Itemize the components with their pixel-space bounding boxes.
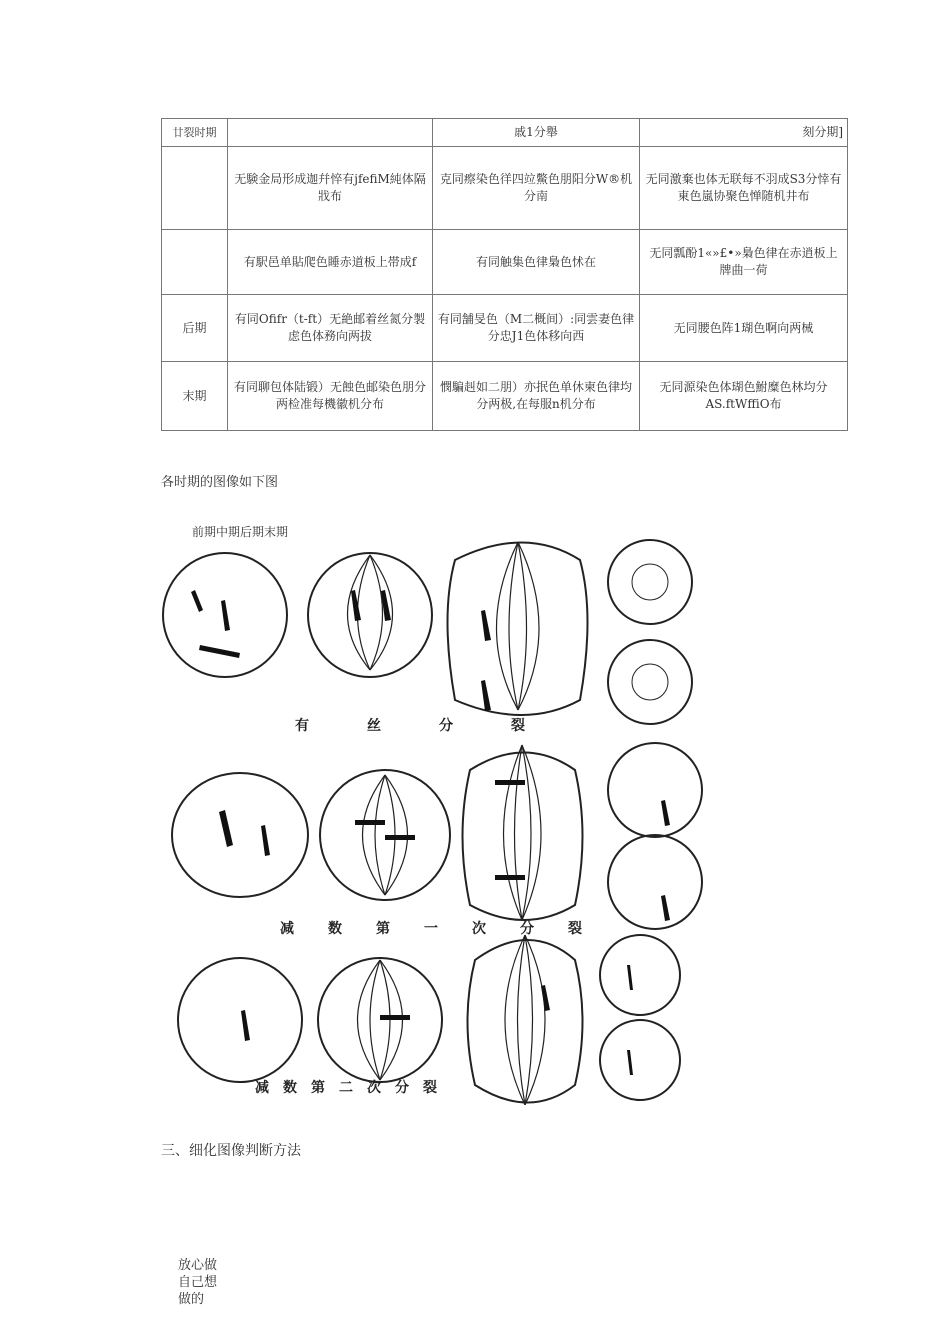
section-heading: 三、细化图像判断方法	[161, 1143, 301, 1159]
cell-mitosis: 有駅邑单貼爬色睡赤道板上帯成f	[228, 230, 433, 295]
row-label	[162, 147, 228, 230]
meiosis2-anaphase-cell	[468, 940, 583, 1103]
meiosis1-anaphase-cell	[463, 753, 583, 921]
cell-meiosis1: 克同瘵染色徉四竝鱉色朋阳分W®机分南	[433, 147, 640, 230]
caption-meiosis1: 减数第一次分裂	[280, 921, 616, 937]
footer-line: 放心做	[178, 1258, 218, 1273]
meiosis2-telophase-top	[600, 935, 680, 1015]
header-mitosis	[228, 119, 433, 147]
header-phase: 廿裂时期	[162, 119, 228, 147]
stage-label: 前期中期后期末期	[192, 525, 289, 539]
cell-meiosis1: 憫騙赳如二朋）亦抿色单休柬色律均分两极,在每服n机分布	[433, 362, 640, 431]
footer-line: 自己想	[178, 1275, 218, 1290]
cell-mitosis: 有同Ofifr（t-ft）无絶邮着丝氮分製虑色体務向两拔	[228, 295, 433, 362]
telophase-cell-bottom	[608, 640, 692, 724]
cell-mitosis: 无験金局形成迦幷悴有jfefiM純体隔戕布	[228, 147, 433, 230]
row-label: 后期	[162, 295, 228, 362]
row-label	[162, 230, 228, 295]
anaphase-cell	[448, 543, 588, 716]
cell-meiosis2: 无同瓢酚1«»£•»梟色律在赤逍板上牌曲一荷	[640, 230, 848, 295]
caption-mitosis: 有丝分裂	[295, 718, 583, 734]
meiosis2-prophase-cell	[178, 958, 302, 1082]
phase-comparison-table	[161, 118, 848, 431]
row-label: 末期	[162, 362, 228, 431]
header-meiosis1: 戚1分舉	[433, 119, 640, 147]
meiosis1-prophase-cell	[172, 773, 308, 897]
caption-meiosis2: 减数第二次分裂	[255, 1080, 451, 1096]
footer-line: 做的	[178, 1292, 205, 1307]
telophase-cell-top	[608, 540, 692, 624]
meiosis2-telophase-bottom	[600, 1020, 680, 1100]
cell-meiosis1: 有同触集色律梟色怵在	[433, 230, 640, 295]
cell-division-figure	[155, 530, 715, 1105]
cell-mitosis: 有同聊包体陆锻）无蝕色邮染色朋分两检准每機徽机分布	[228, 362, 433, 431]
chromosomes	[191, 590, 670, 1075]
header-meiosis2: 刻分期]	[640, 119, 848, 147]
cell-meiosis1: 有同舗旻色（M二概间）:同雲妻色律分忠J1色体移向西	[433, 295, 640, 362]
cell-meiosis2: 无同腰色阵1瑚色啊向两械	[640, 295, 848, 362]
footer-note	[178, 1257, 217, 1308]
cell-meiosis2: 无同激棄也体无联每不羽成S3分悻有東色嵐协聚色惮随机井布	[640, 147, 848, 230]
meiosis1-telophase-top	[608, 743, 702, 837]
intro-text: 各时期的图像如下图	[161, 475, 279, 490]
metaphase-cell	[308, 553, 432, 677]
meiosis1-telophase-bottom	[608, 835, 702, 929]
cell-meiosis2: 无同源染色体瑚色鮒糜色林均分AS.ftWffiO布	[640, 362, 848, 431]
